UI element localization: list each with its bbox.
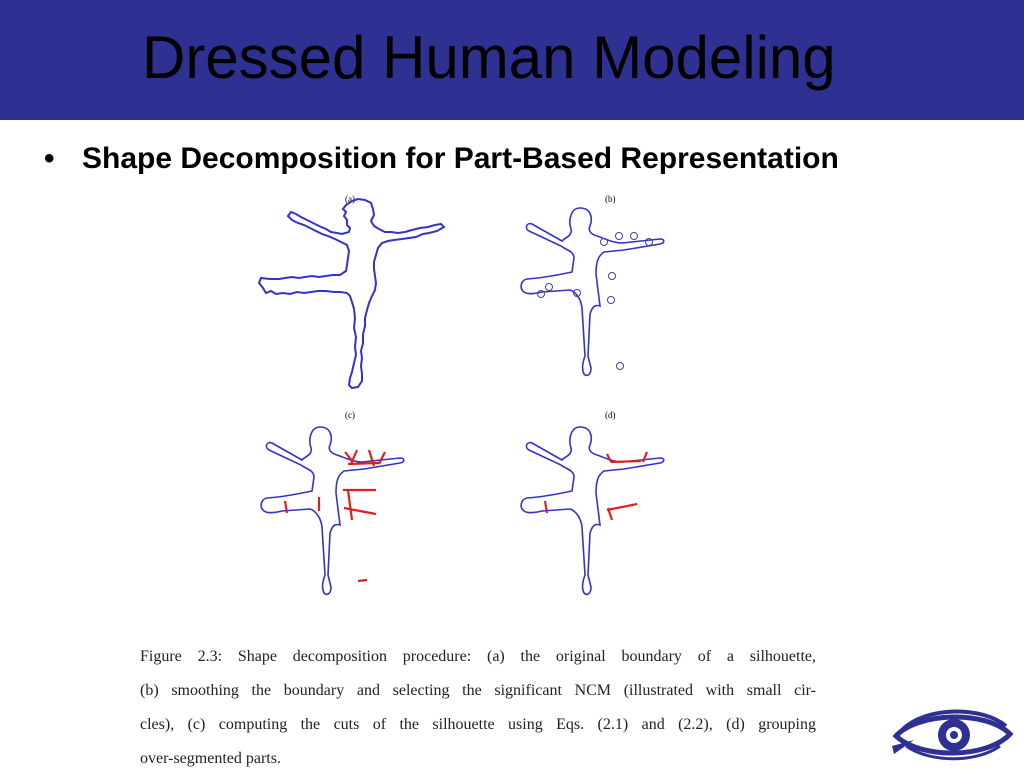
- smooth-outline-c: [261, 427, 404, 594]
- jagged-outline: [259, 199, 444, 388]
- smooth-outline-b: [521, 208, 664, 375]
- caption-line: (b) smoothing the boundary and selecting the significant NCM (illustrated with small cir-: [140, 682, 816, 699]
- silhouette-figure: [255, 190, 715, 622]
- panel-label-b: (b): [605, 194, 616, 204]
- panel-d: [521, 410, 664, 594]
- panel-label-d: (d): [605, 410, 616, 420]
- caption-line: over-segmented parts.: [140, 750, 281, 767]
- bullet-dot-icon: •: [44, 142, 55, 175]
- panel-b: [521, 194, 664, 375]
- part-cuts-c: [285, 450, 385, 581]
- ncm-circles: [538, 233, 653, 370]
- panel-c: [261, 410, 404, 594]
- eye-logo-icon: [892, 706, 1014, 764]
- smooth-outline-d: [521, 427, 664, 594]
- slide-title: Dressed Human Modeling: [142, 24, 836, 91]
- silhouette-panels: [255, 190, 715, 622]
- panel-label-a: (a): [345, 194, 355, 204]
- panel-label-c: (c): [345, 410, 355, 420]
- bullet-text: Shape Decomposition for Part-Based Representation: [82, 142, 839, 175]
- caption-line: cles), (c) computing the cuts of the silhouette using Eqs. (2.1) and (2.2), (d) grouping: [140, 716, 816, 733]
- panel-a: [259, 194, 444, 388]
- bullet-item: [44, 142, 839, 176]
- caption-line: Figure 2.3: Shape decomposition procedure: (a) the original boundary of a silhouette,: [140, 648, 816, 665]
- figure-caption: [140, 640, 816, 776]
